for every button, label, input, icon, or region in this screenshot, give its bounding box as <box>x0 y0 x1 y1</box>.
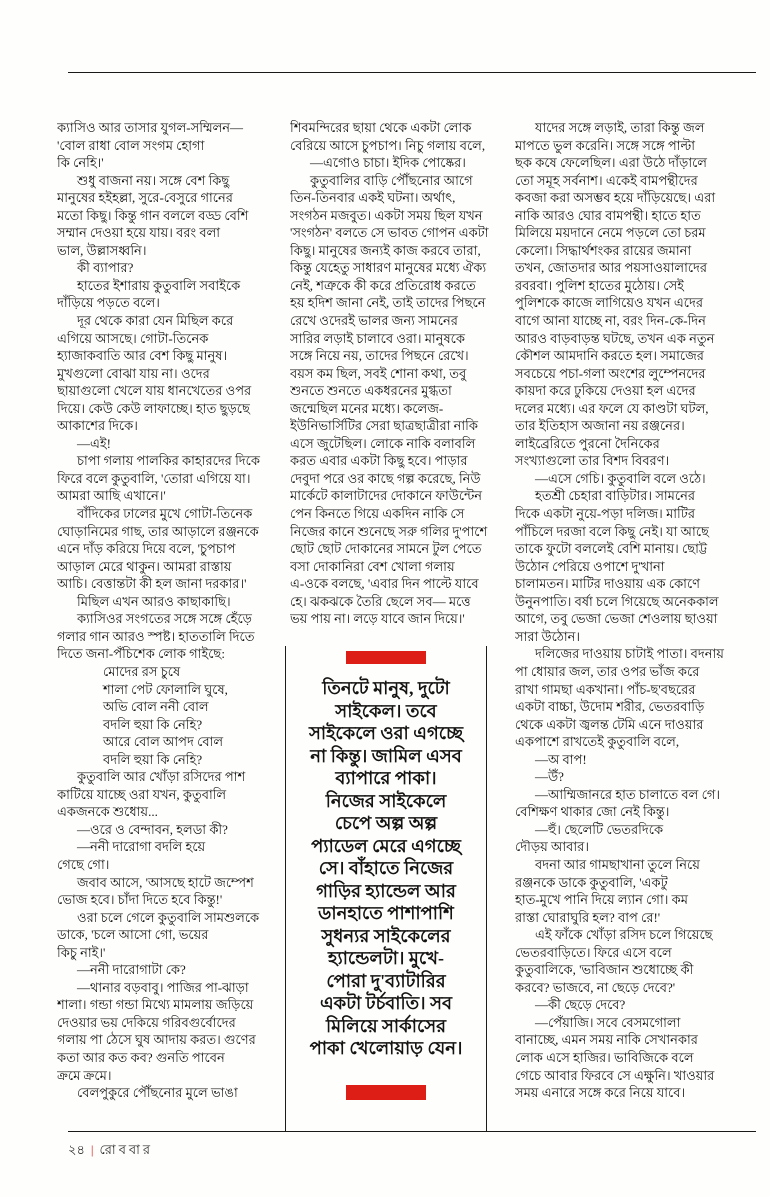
text-line: দূর থেকে কারা যেন মিছিল করে <box>77 313 234 329</box>
text-line: আকাশের দিকে। <box>57 418 138 434</box>
text-line: মুখগুলো বোঝা যায় না। ওদের <box>57 365 210 381</box>
text-line: বেরিয়ে আসে চুপচাপ। নিচু গলায় বলে, <box>290 137 486 153</box>
text-line: ছায়াগুলো খেলে যায় ধানখেতের ওপর <box>57 383 252 399</box>
text-line: চাপা গলায় পালকির কাহারদের দিকে <box>77 453 260 469</box>
text-line: মিছিল এখন আরও কাছাকাছি। <box>77 593 231 609</box>
text-line: শিবমন্দিরের ছায়া থেকে একটা লোক <box>290 120 472 135</box>
text-line: পেন কিনতে গিয়ে একদিন নাকি সে <box>290 506 465 522</box>
text-line: হাতের ইশারায় কুতুবালি সবাইকে <box>77 277 241 293</box>
text-line: —অ বাপ! <box>535 751 587 767</box>
text-line: বেলপুকুরে পৌঁছনোর মুলে ভাঙা <box>77 1085 238 1101</box>
text-line: নিজের কানে শুনেছে সরু গলির দু'পাশে <box>290 523 488 539</box>
text-line: কাটিয়ে যাচ্ছে ওরা যখন, কুতুবালি <box>57 786 227 802</box>
text-line: বাগে আনা যাচ্ছে না, বরং দিন-কে-দিন <box>515 313 706 329</box>
text-line: হয় হদিশ জানা নেই, তাই তাদের পিছনে <box>290 295 486 311</box>
text-line: আরে বোল আপদ বোল <box>103 734 224 750</box>
text-line: পাঁচিলে দরজা বলে কিছু নেই। যা আছে <box>515 523 709 539</box>
text-line: দাঁড়িয়ে পড়তে বলে। <box>57 295 160 311</box>
text-line: এগিয়ে আসছে। গোটা-তিনেক <box>57 330 209 346</box>
text-line: ক্যাসিও আর তাসার যুগল-সম্মিলন— <box>57 120 244 135</box>
text-line: সম্মান দেওয়া হয়ে যায়। বরং বলা <box>57 225 221 241</box>
text-line: মানুষের হইহল্লা, সুরে-বেসুরে গানের <box>57 190 233 206</box>
text-line: দিতে জনা-পঁচিশেক লোক গাইছে: <box>57 646 225 662</box>
text-line: বদলি হুয়া কি নেহি? <box>103 716 203 732</box>
text-line: বানাচ্ছে, এমন সময় নাকি সেখানকার <box>515 1032 698 1048</box>
pull-quote-line: চেপে অল্প অল্প <box>334 813 438 833</box>
text-line: বাঁদিকের ঢালের মুখে গোটা-তিনেক <box>77 506 253 522</box>
text-line: আগে, তবু ভেজা ভেজা শেওলায় ছাওয়া <box>515 611 718 627</box>
footer-rule <box>68 1131 756 1132</box>
text-line: হাত-মুখে পানি দিয়ে ল্যান গো। কম <box>515 892 688 908</box>
text-line: একপাশে রাখতেই কুতুবালি বলে, <box>515 734 680 750</box>
text-line: হ্যাজাকবাতি আর বেশ কিছু মানুষ। <box>57 348 228 364</box>
page-footer <box>68 1141 153 1162</box>
text-line: —পেঁয়াজি। সবে বেসমগোলা <box>535 1014 681 1030</box>
text-line: কতা আর কত কব? গুনতি পাবেন <box>57 1049 225 1065</box>
column-right <box>515 119 738 1109</box>
text-line: আমরা আছি এখানে।' <box>57 488 166 504</box>
text-line: সারির লড়াই চালাবে ওরা। মানুষকে <box>290 330 465 346</box>
pull-quote-line: নিজের সাইকেলে <box>325 790 447 811</box>
text-line: নেই, শত্রুকে কী করে প্রতিরোধ করতে <box>290 277 476 293</box>
text-line: —ননী দারোগাটা কে? <box>77 962 186 978</box>
text-line: যাদের সঙ্গে লড়াই, তারা কিন্তু জল <box>535 120 705 135</box>
text-line: কেলো। সিদ্ধার্থশংকর রায়ের জমানা <box>515 242 692 258</box>
text-line: লোক এসে হাজির। ভাবিজিকে বলে <box>515 1049 694 1065</box>
text-line: কবজা করা অসম্ভব হয়ে দাঁড়িয়েছে। এরা <box>515 190 716 206</box>
text-line: চালামতন। মাটির দাওয়ায় এক কোণে <box>515 576 701 592</box>
text-line: সঙ্গে নিয়ে নয়, তাদের পিছনে রেখে। <box>290 348 469 364</box>
text-line: গলায় পা ঠেসে ঘুষ আদায় করত। গুণের <box>57 1032 256 1048</box>
text-line: ভোজ হবে। চাঁদা দিতে হবে কিন্তু!' <box>57 892 223 908</box>
column-middle <box>290 119 504 634</box>
text-line: কিছু। মানুষের জন্যই কাজ করবে তারা, <box>290 242 481 258</box>
pull-quote-line: ডানহাতে পাশাপাশি <box>318 903 454 923</box>
text-line: বেশিক্ষণ থাকার জো নেই কিন্তু। <box>515 804 670 820</box>
text-line: শুনতে শুনতে একধরনের মুগ্ধতা <box>290 383 452 399</box>
text-line: সংখ্যাগুলো তার বিশদ বিবরণ। <box>515 453 670 469</box>
text-line: তার ইতিহাস অজানা নয় রঞ্জনের। <box>515 418 685 434</box>
text-line: —কী ছেড়ে দেবে? <box>535 997 626 1013</box>
page-number: ২৪ <box>68 1142 85 1157</box>
text-line: কুতুবালির বাড়ি পৌঁছনোর আগে <box>310 172 473 188</box>
text-line: কৌশল আমদানি করতে হল। সমাজের <box>515 348 704 364</box>
text-line: ছক কষে ফেলেছিল। এরা উঠে দাঁড়ালে <box>515 155 707 171</box>
pull-quote-line: মিলিয়ে সার্কাসের <box>326 1015 446 1036</box>
text-line: সবচেয়ে পচা-গলা অংশের লুম্পেনদের <box>515 365 706 381</box>
pull-quote-box <box>285 646 487 1131</box>
text-line: তাকে ফুটো বললেই বেশি মানায়। ছোট্ট <box>515 541 708 557</box>
text-line: ফিরে বলে কুতুবালি, 'তোরা এগিয়ে যা। <box>57 470 251 486</box>
text-line: ওরা চলে গেলে কুতুবালি সামশুলকে <box>77 909 260 925</box>
text-line: তখন, জোতদার আর পয়সাওয়ালাদের <box>515 260 708 276</box>
text-line: শালা পেট ফোলালি ঘুষে, <box>103 681 228 697</box>
text-line: কুতুবালিকে, 'ভাবিজান শুধোচ্ছে কী <box>515 962 694 978</box>
text-line: —এই! <box>77 435 111 451</box>
text-line: হতশ্রী চেহারা বাড়িটার। সামনের <box>535 488 696 504</box>
pull-quote-line: সাইকেল। তবে <box>335 700 437 721</box>
text-line: সময় এনারে সঙ্গে করে নিয়ে যাবে। <box>515 1085 686 1101</box>
pull-quote-line: সাইকেলে ওরা এগচ্ছে <box>308 723 464 743</box>
text-line: 'সংগঠন' বলতে সে ভাবত গোপন একটা <box>290 225 489 241</box>
text-line: 'বোল রাধা বোল সংগম হোগা <box>57 137 205 153</box>
pull-quote-line: গাড়ির হ্যান্ডেল আর <box>316 880 456 901</box>
text-line: ভয় পায় না। লড়ে যাবে জান দিয়ে।' <box>290 611 465 627</box>
text-line: ভেতরবাড়িতে। ফিরে এসে বলে <box>515 944 672 960</box>
text-line: কায়দা করে ঢুকিয়ে দেওয়া হল এদের <box>515 383 696 399</box>
text-line: —ওরে ও বেন্দাবন, হলডা কী? <box>77 821 228 837</box>
text-line: আরও বাড়বাড়ন্ত ঘটছে, তখন এক নতুন <box>515 330 715 346</box>
text-line: —থানার বড়বাবু। পাজির পা-ঝাড়া <box>77 979 249 995</box>
text-line: জবাব আসে, 'আসছে হাটে জম্পেশ <box>77 874 254 890</box>
text-line: ইউনিভার্সিটির সেরা ছাত্রছাত্রীরা নাকি <box>290 418 478 434</box>
text-line: আচি। বেত্তান্তটা কী হল জানা দরকার।' <box>57 576 247 592</box>
text-line: ডাকে, 'চলে আসো গো, ভয়ের <box>57 927 209 943</box>
text-line: পুলিশকে কাজে লাগিয়েও যখন এদের <box>515 295 703 311</box>
text-line: —ননী দারোগা বদলি হয়ে <box>77 839 206 855</box>
text-line: —এসে গেচি। কুতুবালি বলে ওঠে। <box>535 470 706 486</box>
pull-quote-line: পাকা খেলোয়াড় যেন। <box>309 1038 463 1058</box>
text-line: কুতুবালি আর খোঁড়া রসিদের পাশ <box>77 769 246 785</box>
pull-quote-line: পোরা দু'ব্যাটারির <box>326 970 446 991</box>
pull-quote-line: না কিন্তু। জামিল এসব <box>310 745 462 766</box>
text-line: উঠোন পেরিয়ে ওপাশে দু'খানা <box>515 558 665 574</box>
text-line: করত এবার একটা কিছু হবে। পাড়ার <box>290 453 468 469</box>
text-line: তো সমূহ সর্বনাশ। একেই বামপন্থীদের <box>515 172 698 188</box>
text-line: দিকে একটা নুয়ে-পড়া দলিজ। মাটির <box>515 506 696 522</box>
text-line: রবরবা। পুলিশ হাতের মুঠোয়। সেই <box>515 277 684 293</box>
text-line: কিচু নাই।' <box>57 944 106 960</box>
text-line: বদলি হুয়া কি নেহি? <box>103 751 203 767</box>
pull-quote-text <box>286 677 486 1060</box>
text-line: গেচে আবার ফিরবে সে এক্ষুনি। খাওয়ার <box>515 1067 715 1083</box>
text-line: দৌড়য় আবার। <box>515 839 589 855</box>
text-line: সংগঠন মজবুত। একটা সময় ছিল যখন <box>290 207 483 223</box>
text-line: ক্যাসিওর সংগতের সঙ্গে সঙ্গে হেঁড়ে <box>77 611 252 627</box>
text-line: শুধু বাজনা নয়। সঙ্গে বেশ কিছু <box>77 172 230 188</box>
text-line: অভি বোল ননী বোল <box>103 699 209 715</box>
text-line: কী ব্যাপার? <box>77 260 134 276</box>
pull-quote-bottom-bar <box>346 1085 426 1100</box>
text-line: এই ফাঁকে খোঁড়া রসিদ চলে গিয়েছে <box>535 927 713 943</box>
text-line: মাপতে ভুল করেনি। সঙ্গে সঙ্গে পাল্টা <box>515 137 696 153</box>
text-line: রেখে ওদেরই ভালর জন্য সামনের <box>290 313 458 329</box>
pull-quote-line: হ্যান্ডেলটা। মুখে- <box>328 948 444 968</box>
text-line: মার্কেটে কালাটাদের দোকানে ফাউন্টেন <box>290 488 483 504</box>
text-line: গেছে গো। <box>57 856 110 872</box>
top-rule <box>68 72 756 73</box>
text-line: রাস্তা ঘোরাঘুরি হল? বাপ রে!' <box>515 909 661 925</box>
text-line: উনুনপাতি। বর্ষা চলে গিয়েছে অনেককাল <box>515 593 719 609</box>
text-line: ক্রমে ক্রমে। <box>57 1067 112 1083</box>
text-line: মিলিয়ে ময়দানে নেমে পড়লে তো চরম <box>515 225 706 241</box>
text-line: সারা উঠোন। <box>515 628 581 644</box>
text-line: —আম্মিজানরে হাত চালাতে বল গে। <box>535 786 721 802</box>
text-line: দেবুদা পরে ওর কাছে গল্প করেছে, নিউ <box>290 470 481 486</box>
text-line: লাইব্রেরিতে পুরনো দৈনিকের <box>515 435 660 451</box>
pull-quote-line: একটা টর্চবাতি। সব <box>319 993 453 1013</box>
text-line: একটা বাচ্চা, উদোম শরীর, ভেতরবাড়ি <box>515 699 705 715</box>
text-line: রঞ্জনকে ডাকে কুতুবালি, 'একটু <box>515 874 668 890</box>
text-line: ভাল, উল্লাসধ্বনি। <box>57 242 147 258</box>
text-line: ঘোড়ানিমের গাছ, তার আড়ালে রঞ্জনকে <box>57 523 259 539</box>
text-line: কি নেহি।' <box>57 155 104 171</box>
text-line: জন্মেছিল মনের মধ্যে। কলেজ- <box>290 400 444 416</box>
text-line: —হুঁ। ছেলেটি ভেতরদিকে <box>535 821 664 837</box>
text-line: দলের মধ্যে। এর ফলে যে কাণ্ডটা ঘটল, <box>515 400 709 416</box>
pull-quote-top-bar <box>346 651 426 664</box>
column-left <box>57 119 283 1109</box>
text-line: আড়াল মেরে থাকুন। আমরা রাস্তায় <box>57 558 232 574</box>
text-line: —উঁ? <box>535 769 564 785</box>
text-line: দিয়ে। কেউ কেউ লাফাচ্ছে। হাত ছুড়ছে <box>57 400 250 416</box>
pull-quote-line: সুধন্যর সাইকেলের <box>321 925 451 946</box>
text-line: ছোট ছোট দোকানের সামনে টুল পেতে <box>290 541 482 557</box>
text-line: নাকি আরও ঘোর বামপন্থী। হাতে হাত <box>515 207 701 223</box>
text-line: পা ধোয়ার জল, তার ওপর ভাঁজ করে <box>515 663 700 679</box>
text-line: —এগোও চাচা। ইদিক পোষ্কের। <box>310 155 466 171</box>
text-line: কিন্তু যেহেতু সাধারণ মানুষের মধ্যে ঐক্য <box>290 260 487 276</box>
text-line: রাখা গামছা একখানা। পাঁচ-ছ'বছরের <box>515 681 696 697</box>
magazine-name: রোববার <box>99 1142 154 1157</box>
text-line: থেকে একটা জ্বলন্ত টেমি এনে দাওয়ার <box>515 716 704 732</box>
text-line: এ-ওকে বলছে, 'এবার দিন পাল্টে যাবে <box>290 576 479 592</box>
pull-quote-line: ব্যাপারে পাকা। <box>335 768 437 788</box>
text-line: দেওয়ার ভয় দেকিয়ে গরিবগুর্বোদের <box>57 1014 236 1030</box>
text-line: হে। ঝকঝকে তৈরি ছেলে সব— মত্তে <box>290 593 471 609</box>
text-line: তিন-তিনবার একই ঘটনা। অর্থাৎ, <box>290 190 456 206</box>
text-line: দলিজের দাওয়ায় চাটাই পাতা। বদনায় <box>535 646 724 662</box>
text-line: বসা দোকানিরা বেশ খোলা গলায় <box>290 558 455 574</box>
pull-quote-line: তিনটে মানুষ, দুটো <box>322 678 450 698</box>
pull-quote-line: প্যাডেল মেরে এগচ্ছে <box>311 835 461 856</box>
text-line: একজনকে শুধোয়... <box>57 804 158 820</box>
text-line: বয়স কম ছিল, সবই শোনা কথা, তবু <box>290 365 467 381</box>
text-line: এনে দাঁড় করিয়ে দিয়ে বলে, 'চুপচাপ <box>57 541 236 557</box>
footer-separator: | <box>90 1142 94 1157</box>
text-line: বদনা আর গামছাখানা তুলে নিয়ে <box>535 856 700 872</box>
text-line: মতো কিছু। কিন্তু গান বললে বড্ড বেশি <box>57 207 249 223</box>
text-line: এসে জুটেছিল। লোকে নাকি বলাবলি <box>290 435 476 451</box>
text-line: গলার গান আরও স্পষ্ট। হাততালি দিতে <box>57 628 255 644</box>
text-line: করবে? ভাজবে, না ছেড়ে দেবে?' <box>515 979 676 995</box>
pull-quote-line: সে। বাঁহাতে নিজের <box>318 858 454 878</box>
text-line: শালা। গন্ডা গন্ডা মিথ্যে মামলায় জড়িয়ে <box>57 997 254 1013</box>
text-line: মোদের রস চুষে <box>103 663 181 679</box>
